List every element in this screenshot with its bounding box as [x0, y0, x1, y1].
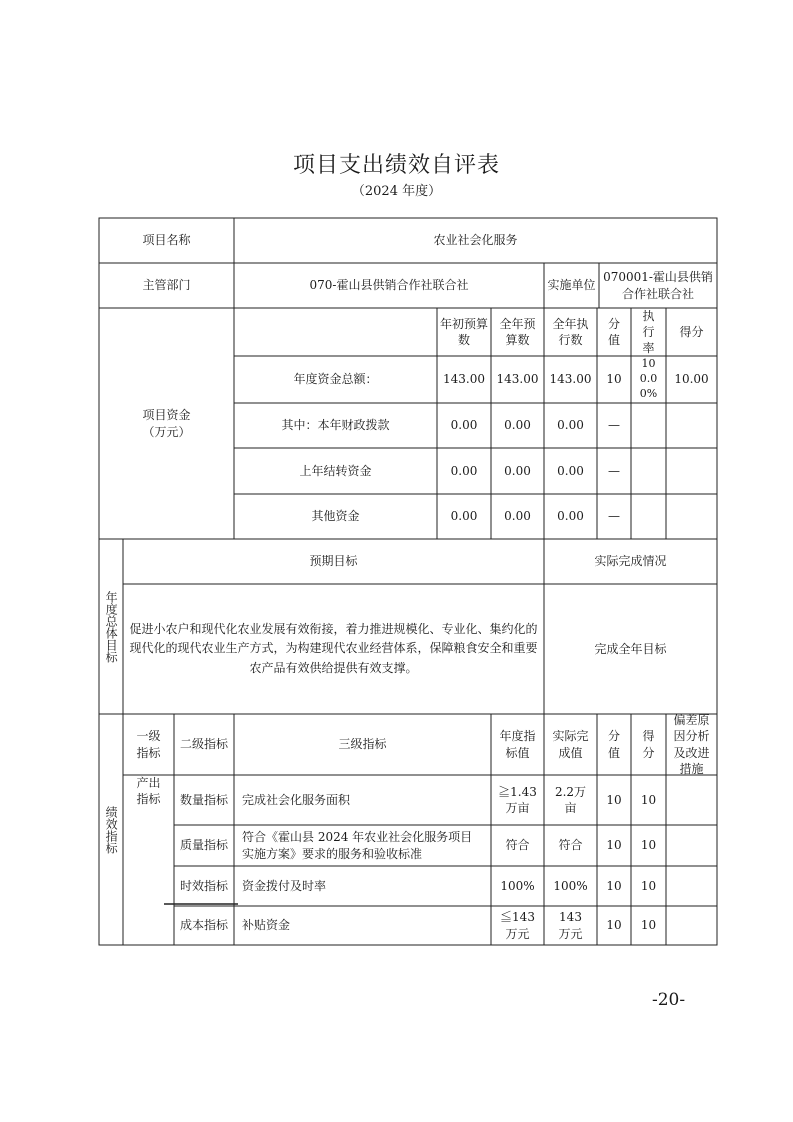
- impl-value: 070001-霍山县供销合作社联合社: [603, 270, 713, 301]
- indicator-level3: 符合《霍山县 2024 年农业社会化服务项目实施方案》要求的服务和验收标准: [242, 830, 473, 861]
- funds-row-initial: 0.00: [450, 463, 478, 478]
- indicator-target: 符合: [505, 838, 530, 853]
- indicator-target: ≧1.43万亩: [498, 784, 537, 815]
- funds-row-annual: 143.00: [496, 372, 539, 387]
- funds-row-initial: 143.00: [443, 372, 485, 387]
- header-level3: 三级指标: [338, 737, 387, 752]
- funds-row-initial: 0.00: [450, 509, 478, 524]
- indicator-level2: 成本指标: [179, 918, 228, 933]
- level1-value: 产出指标: [136, 776, 161, 807]
- indicator-level3: 完成社会化服务面积: [242, 792, 351, 807]
- page-title: 项目支出绩效自评表: [292, 153, 500, 178]
- indicator-score: 10: [640, 838, 657, 853]
- page-subtitle: （2024 年度）: [351, 184, 442, 199]
- indicator-score: 10: [640, 792, 657, 807]
- actual-result-text: 完成全年目标: [594, 641, 667, 656]
- indicator-side-label: 绩效指标: [104, 805, 119, 854]
- header-level1: 一级指标: [136, 729, 161, 760]
- funds-row-exec: 143.00: [549, 372, 592, 387]
- funds-row-rate: 100.00%: [639, 357, 658, 400]
- indicator-weight: 10: [606, 838, 622, 853]
- project-name-label: 项目名称: [142, 233, 191, 248]
- funds-row-label: 其中：本年财政拨款: [281, 418, 390, 433]
- project-name-value: 农业社会化服务: [433, 233, 518, 248]
- funds-row-annual: 0.00: [504, 463, 531, 478]
- header-annual-budget: 全年预算数: [499, 316, 536, 347]
- indicator-level2: 数量指标: [179, 792, 228, 807]
- funds-row-exec: 0.00: [557, 463, 584, 478]
- funds-row-weight: —: [608, 509, 620, 524]
- goal-side-label: 年度总体目标: [104, 590, 119, 663]
- indicator-score: 10: [640, 918, 657, 933]
- indicator-actual: 100%: [553, 878, 588, 893]
- expected-goal-label: 预期目标: [309, 554, 358, 569]
- actual-result-label: 实际完成情况: [594, 554, 667, 569]
- funds-label: 项目资金（万元）: [142, 408, 191, 439]
- header-initial-budget: 年初预算数: [440, 316, 489, 347]
- dept-value: 070-霍山县供销合作社联合社: [309, 278, 469, 293]
- funds-row-label: 其他资金: [311, 509, 360, 524]
- indicator-score: 10: [640, 878, 657, 893]
- indicator-weight: 10: [606, 792, 622, 807]
- header-score-weight: 分值: [607, 316, 620, 347]
- indicator-weight: 10: [606, 878, 622, 893]
- funds-row-annual: 0.00: [504, 509, 531, 524]
- header-score: 得分: [679, 324, 704, 339]
- page-number: -20-: [652, 990, 686, 1010]
- header-score: 得分: [642, 729, 655, 760]
- indicator-level3: 补贴资金: [242, 918, 291, 933]
- header-actual: 实际完成值: [552, 729, 589, 760]
- funds-row-weight: 10: [606, 372, 622, 387]
- indicator-level2: 时效指标: [179, 878, 228, 893]
- funds-row-initial: 0.00: [450, 418, 478, 433]
- header-level2: 二级指标: [179, 737, 228, 752]
- indicator-level2: 质量指标: [179, 838, 228, 853]
- indicator-actual: 符合: [558, 838, 583, 853]
- funds-row-label: 年度资金总额：: [293, 372, 378, 387]
- indicator-level3: 资金拨付及时率: [242, 878, 327, 893]
- funds-row-weight: —: [608, 418, 620, 433]
- indicator-actual: 143万元: [558, 910, 583, 941]
- header-weight: 分值: [607, 729, 620, 760]
- funds-row-exec: 0.00: [557, 418, 584, 433]
- expected-goal-text: 促进小农户和现代化农业发展有效衔接，着力推进规模化、专业化、集约化的现代化的现代农业生产方式，为构建现代农业经营体系，保障粮食安全和重要农产品有效供给提供有效支撑。: [129, 622, 538, 675]
- indicator-weight: 10: [606, 918, 622, 933]
- indicator-target: ≦143万元: [500, 910, 535, 941]
- funds-row-exec: 0.00: [557, 509, 584, 524]
- indicator-target: 100%: [500, 878, 535, 893]
- header-annual-exec: 全年执行数: [552, 316, 589, 347]
- funds-row-annual: 0.00: [504, 418, 531, 433]
- header-exec-rate: 执行率: [642, 308, 655, 356]
- header-target: 年度指标值: [499, 729, 536, 760]
- dept-label: 主管部门: [142, 278, 191, 293]
- funds-row-label: 上年结转资金: [299, 463, 372, 478]
- indicator-actual: 2.2万亩: [554, 784, 587, 815]
- header-remark: 偏差原因分析及改进措施: [673, 713, 710, 776]
- funds-row-weight: —: [608, 463, 620, 478]
- funds-row-score: 10.00: [674, 372, 709, 387]
- impl-label: 实施单位: [547, 278, 596, 293]
